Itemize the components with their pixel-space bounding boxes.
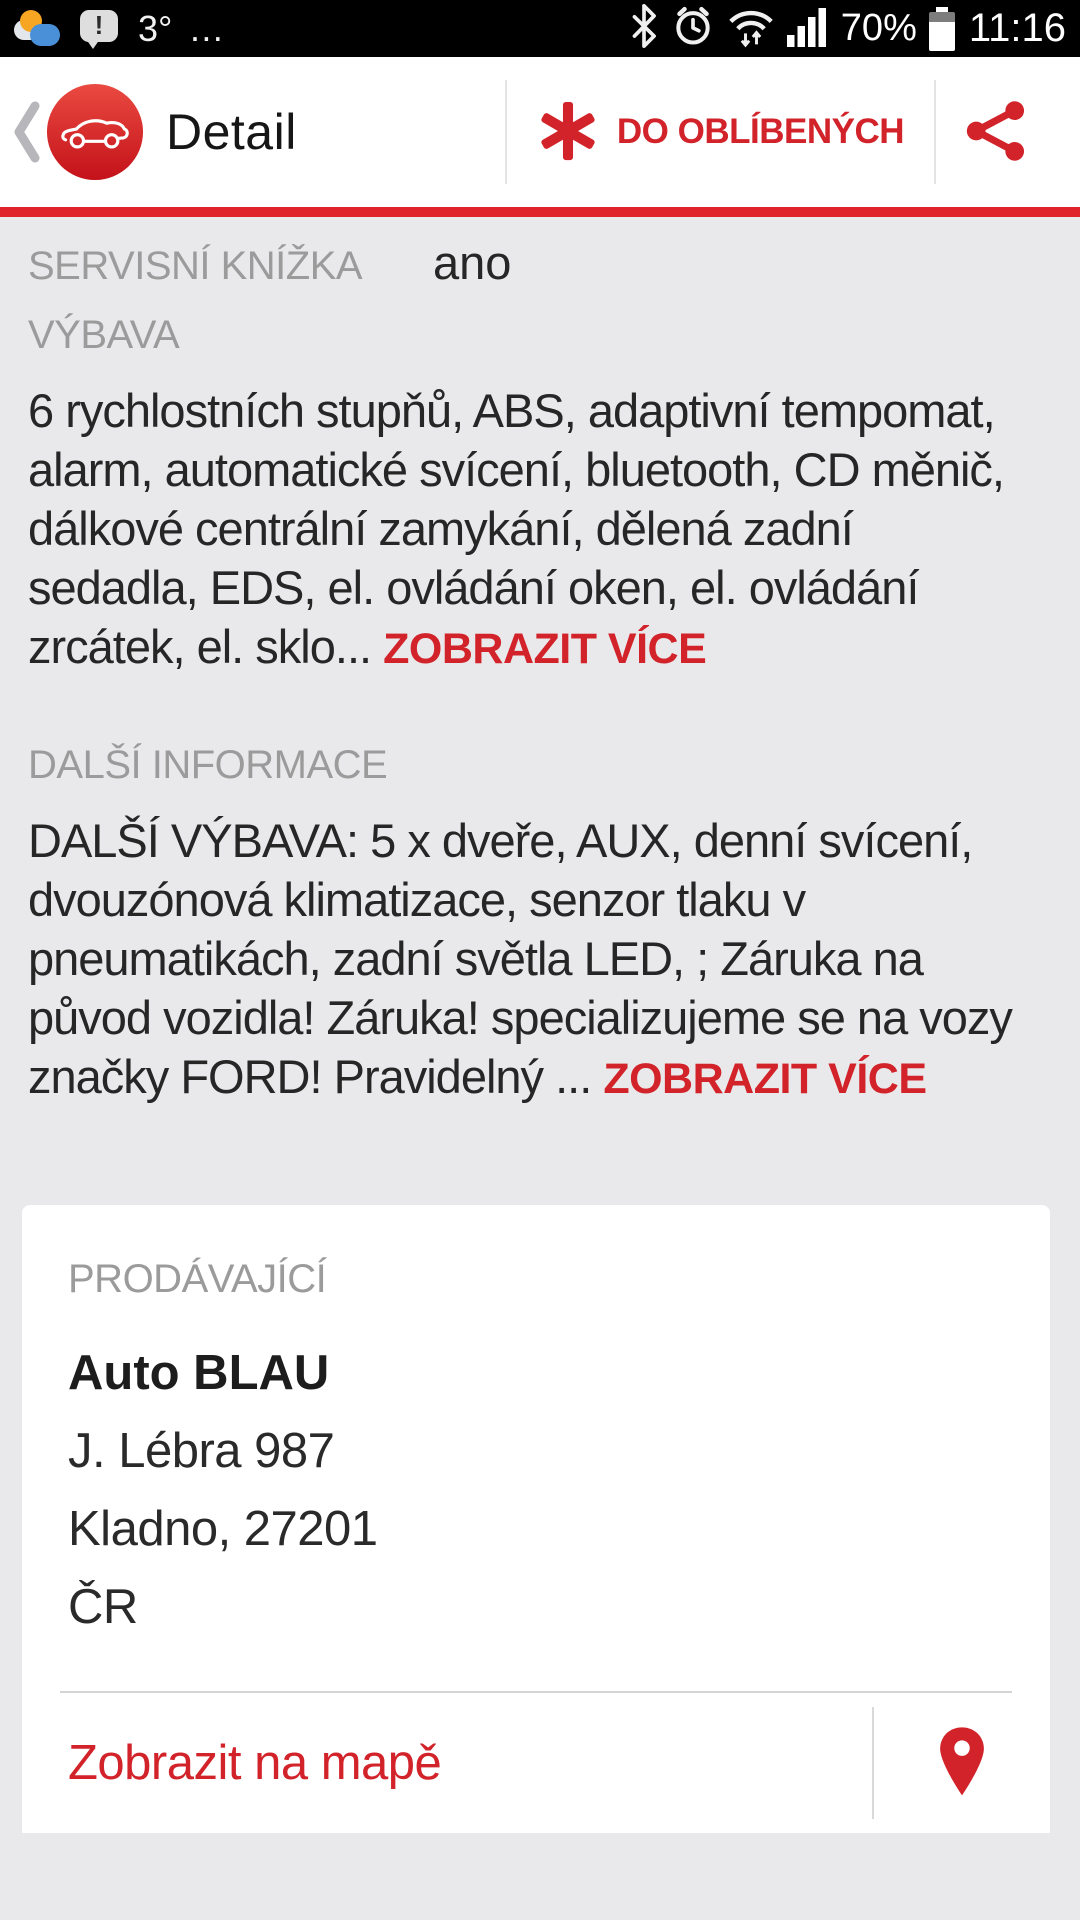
favorites-asterisk-icon [537, 100, 599, 165]
map-pin-button[interactable] [874, 1693, 1050, 1833]
battery-percent: 70% [840, 7, 917, 49]
show-more-info-link[interactable]: ZOBRAZIT VÍCE [603, 1055, 927, 1103]
favorites-label: DO OBLÍBENÝCH [616, 112, 904, 151]
status-bar-left [14, 6, 224, 52]
service-book-label: SERVISNÍ KNÍŽKA [28, 244, 363, 288]
service-book-row [28, 235, 1052, 289]
header-accent-bar [0, 207, 1080, 217]
seller-section-label: PRODÁVAJÍCÍ [68, 1257, 327, 1301]
seller-card [22, 1205, 1050, 1833]
battery-icon [929, 7, 955, 51]
share-icon [963, 98, 1029, 167]
seller-city: Kladno, 27201 [68, 1502, 378, 1556]
equipment-section-label: VÝBAVA [28, 313, 180, 357]
app-header [0, 57, 1080, 207]
back-button[interactable] [8, 97, 44, 167]
status-temperature: 3° [138, 7, 173, 49]
weather-icon [14, 6, 62, 52]
status-bar-right [629, 4, 1066, 53]
show-on-map-link[interactable]: Zobrazit na mapě [68, 1736, 442, 1790]
equipment-text [28, 381, 1013, 679]
map-row [22, 1693, 1050, 1833]
share-button[interactable] [936, 57, 1056, 207]
bluetooth-icon [629, 4, 659, 53]
seller-street: J. Lébra 987 [68, 1424, 335, 1478]
seller-country: ČR [68, 1580, 138, 1634]
show-more-equipment-link[interactable]: ZOBRAZIT VÍCE [383, 625, 707, 673]
more-info-section-label: DALŠÍ INFORMACE [28, 743, 388, 787]
add-to-favorites-button[interactable] [507, 57, 934, 207]
signal-strength-icon [787, 4, 829, 53]
more-info-text [28, 811, 1013, 1109]
service-book-value: ano [433, 236, 512, 289]
wifi-network-icon [727, 4, 775, 53]
status-ellipsis: … [188, 7, 225, 49]
map-pin-icon [930, 1724, 994, 1803]
equipment-text-body: 6 rychlostních stupňů, ABS, adaptivní tempomat, alarm, automatické svícení, bluetooth, CD měnič, dálkové centrální zamykání, dělená zadní sedadla, EDS, el. ovládání oken, el. ovládání zrcátek, el. sklo... [28, 384, 1004, 673]
detail-content [0, 217, 1080, 1109]
status-bar [0, 0, 1080, 57]
alert-mark: ! [80, 10, 118, 42]
seller-name: Auto BLAU [68, 1346, 330, 1400]
alarm-clock-icon [671, 4, 715, 53]
message-alert-icon [78, 8, 122, 50]
more-info-text-body: DALŠÍ VÝBAVA: 5 x dveře, AUX, denní svícení, dvouzónová klimatizace, senzor tlaku v pneumatikách, zadní světla LED, ; Záruka na původ vozidla! Záruka! specializujeme se na vozy značky FORD! Pravidelný ... [28, 814, 1012, 1103]
page-title: Detail [166, 104, 297, 160]
status-time: 11:16 [968, 6, 1066, 50]
app-car-logo-icon [46, 83, 144, 181]
